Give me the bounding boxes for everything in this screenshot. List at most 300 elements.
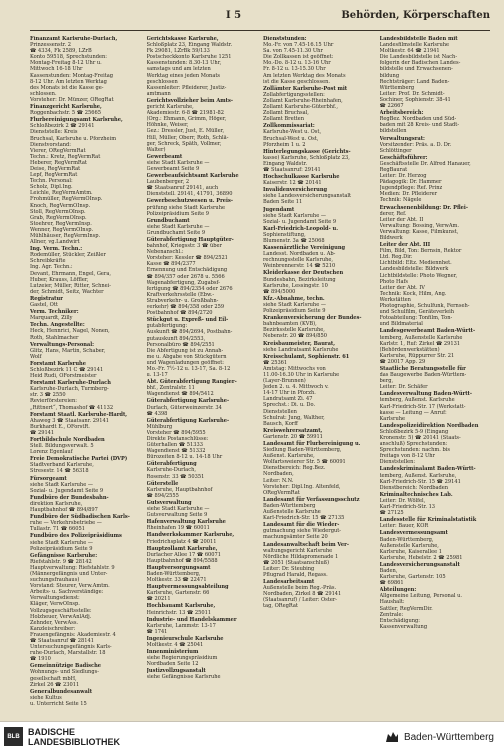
entry-line: Bruchsal, Karlsruhe u. Pforzheim bbox=[30, 135, 117, 142]
state-logo[interactable] bbox=[384, 730, 494, 744]
library-name[interactable] bbox=[28, 727, 120, 747]
entry-line: Pflugrad Harald, Regass. bbox=[263, 571, 328, 578]
entry-line: Heinrichstr. 13 ☎ 25011 bbox=[146, 609, 212, 616]
entry-line: ☎ 20211 bbox=[146, 596, 171, 603]
entry-line: Landratsamt Zi. 47 bbox=[263, 396, 313, 403]
directory-entry bbox=[380, 517, 491, 529]
entry-line: Schlöttinger bbox=[379, 147, 412, 154]
entry-title: Forstamt Karlsruhe bbox=[30, 360, 87, 367]
entry-line: Kraftverkehrsstelle (Ebw.- bbox=[146, 291, 215, 298]
entry-title: Landesamt für die Wieder- bbox=[263, 522, 340, 529]
entry-title: Güterabfertigung bbox=[146, 461, 197, 468]
directory-entry bbox=[263, 207, 374, 225]
entry-title: Landespolizeidirektion Nordbaden bbox=[379, 422, 479, 429]
entry-line: Karlsruhe-Durlach, bbox=[146, 467, 196, 474]
entry-line: Hauptverwaltung: Riefstahlstr. 9 bbox=[30, 564, 115, 571]
entry-title: Ing. Verm. Techn.: bbox=[30, 246, 83, 253]
header-rule bbox=[30, 30, 490, 31]
directory-entry bbox=[147, 519, 258, 531]
entry-line: Knoch, RegVermOInsp. bbox=[30, 202, 91, 209]
entry-line: Karlsruhe, Kaiserallee 1 bbox=[379, 548, 442, 555]
entry-line: Hill, Müller, Oberr, Roth, Schlä- bbox=[146, 134, 229, 141]
entry-line: Akademiestr. 6-8 ☎ 21981-82 bbox=[146, 110, 225, 117]
entry-line: Karlsruhe-West u. Ost, bbox=[263, 129, 322, 136]
entry-line: Nordbaden Seite 12 bbox=[146, 661, 199, 668]
entry-line: Technik: Nägele bbox=[379, 197, 422, 204]
directory-entry bbox=[30, 309, 141, 321]
entry-line: Stresestr. 14 ☎ 56318 bbox=[30, 468, 89, 475]
entry-line: Leiter: Bauer, KOR bbox=[379, 523, 429, 530]
entry-line: Karlsruhe bbox=[379, 415, 406, 422]
entry-line: ☎ 894/5000 bbox=[263, 288, 296, 295]
entry-line: bahnbeamten (KVB), bbox=[263, 321, 317, 328]
entry-line: Tullastr. 71 ☎ 66051 bbox=[30, 526, 86, 533]
entry-line: und Schulfilm, Geräteverleih bbox=[379, 309, 455, 316]
directory-entry bbox=[30, 437, 141, 455]
entry-line: suchungsfrauhaus) bbox=[30, 577, 80, 584]
entry-line: siehe Gefängnisse Karlsruhe bbox=[146, 674, 221, 681]
entry-line: Medien: Dr. Pfleiderer bbox=[379, 191, 438, 198]
entry-line: Wagendienst ☎ 51332 bbox=[146, 448, 206, 455]
entry-line: Karlsruhe, Hauptbahnhof bbox=[146, 486, 213, 493]
entry-line: (Staatsanruf) / Leiter: Oster- bbox=[263, 597, 337, 604]
entry-line: Montag-Freitag 8-12 Uhr u. bbox=[30, 60, 102, 67]
entry-line: ☎ 1910 bbox=[30, 656, 51, 663]
entry-line: Zirkel 26 ☎ 23011 bbox=[30, 681, 80, 688]
entry-title: Hauptvermessungsabteilung bbox=[146, 584, 229, 591]
entry-line: siehe Kultus bbox=[30, 694, 62, 701]
entry-line: temberg, Außenst. Karlsruhe, bbox=[379, 472, 457, 479]
entry-line: Kanzleischreiber: bbox=[30, 625, 76, 632]
entry-title: Krankenversicherung der Bundes- bbox=[263, 315, 362, 322]
library-name-line1: BADISCHE bbox=[28, 727, 76, 737]
entry-line: Lutzeier, Müller, Ritter, Schnei- bbox=[30, 282, 112, 289]
entry-line: Gastel, Ott bbox=[30, 302, 58, 309]
entry-line: Devant, Ehrmann, Engel, Gera, bbox=[30, 270, 111, 277]
entry-line: Strabverkehr- u. Großbahn- bbox=[146, 297, 219, 304]
entry-line: siehe Stadt Karlsruhe — bbox=[30, 481, 93, 488]
entry-title: Hafenverwaltung Karlsruhe bbox=[146, 519, 226, 526]
entry-line: Die Zollkassen ist geöffnet: bbox=[263, 54, 334, 61]
directory-entry bbox=[147, 398, 258, 416]
entry-line: Zentrale: bbox=[379, 611, 404, 618]
directory-columns bbox=[30, 36, 490, 716]
entry-line: Techn.: Kretz, RegVermRat bbox=[30, 153, 101, 160]
entry-line: Dienstbereich: Nordbaden bbox=[379, 484, 449, 491]
entry-line: Karlsruhe, Hebelstr. 2 ☎ 25981 bbox=[379, 554, 463, 561]
entry-line: ruhe — Verkehrsbetriebe — bbox=[30, 520, 102, 527]
directory-entry bbox=[263, 296, 374, 314]
entry-line: Lichtbildstelle: Photo Wegner, bbox=[379, 272, 458, 279]
entry-line: ☎ 2051 (Staatsanschluß) bbox=[263, 559, 330, 566]
entry-line: Durlach, Güterweinzerstr. 34 bbox=[146, 404, 222, 411]
entry-line: Rechtsträger: Land Baden- bbox=[379, 78, 450, 85]
entry-line: 11.00-16.30 Uhr in Karlsruhe bbox=[263, 371, 340, 378]
entry-line: u. 13-17 bbox=[146, 372, 168, 379]
entry-line: Direkte Postanschlüsse: bbox=[146, 436, 209, 442]
entry-line: ☎ 29141 bbox=[30, 429, 55, 436]
directory-entry bbox=[30, 412, 141, 436]
directory-column-2 bbox=[147, 36, 258, 716]
entry-title: Staatliche Beratungsstelle für bbox=[379, 365, 466, 372]
entry-line: Dienststelle: Kreis bbox=[30, 129, 78, 136]
entry-title: Freie Demokratische Partei (DVP) bbox=[30, 456, 128, 463]
entry-title: Güterstelle bbox=[146, 480, 179, 487]
entry-title: Fundbüro der Südbadischen Karls- bbox=[30, 514, 130, 521]
entry-line: Ernennung und Entschädigung bbox=[146, 267, 228, 274]
blb-logo[interactable]: BLB bbox=[4, 727, 23, 746]
entry-line: verkehr) ☎ 894/358 oder 259 bbox=[146, 304, 225, 311]
entry-line: siehe Stadt Karlsruhe — bbox=[146, 223, 210, 230]
entry-line: Amtstag: Mittwochs von bbox=[263, 365, 326, 372]
entry-line: Karlsruhe, Gartenstr. 66 bbox=[146, 590, 210, 597]
directory-entry bbox=[263, 542, 374, 579]
entry-title: Landesvermessungsamt bbox=[379, 530, 448, 537]
entry-title: Landesversicherungsanstalt bbox=[379, 561, 460, 568]
entry-line: ☎ 4334, Fk 2589, LZrB bbox=[30, 48, 92, 55]
entry-line: Schreibkräfte bbox=[30, 258, 66, 265]
entry-line: Gewerbeamt Seite 9 bbox=[146, 165, 200, 172]
entry-line: Moltkestr. 64 ☎ 21941 bbox=[379, 48, 440, 55]
entry-line: Heberer, RegVermRat bbox=[30, 159, 87, 166]
entry-line: Stadtverband Karlsruhe, bbox=[30, 462, 94, 469]
entry-title: Gefängnisse Karlsruhe: bbox=[30, 552, 98, 559]
entry-line: Photo Hafs bbox=[379, 278, 408, 285]
entry-title: Gutsverwaltung bbox=[146, 499, 192, 506]
entry-line: Roth, Stahlmacher bbox=[30, 334, 79, 341]
entry-line: Siedlung Baden-Württemberg, bbox=[263, 447, 342, 454]
library-name-line2: LANDESBIBLIOTHEK bbox=[28, 737, 120, 747]
directory-entry bbox=[263, 245, 374, 269]
entry-line: freitags von 8-12 Uhr bbox=[379, 453, 435, 460]
entry-line: Mo.-Fr. 7½-12 u. 13-17, Sa. 8-12 bbox=[146, 365, 231, 372]
directory-entry bbox=[263, 36, 374, 85]
entry-line: RegBez. Nordbaden und Süd- bbox=[379, 116, 457, 123]
entry-line: Karlsruhe, Lessingstr. 10 bbox=[263, 282, 328, 289]
entry-line: Sa. von 7.45-11.30 Uhr bbox=[263, 48, 323, 55]
entry-title: Kassenärztliche Vereinigung bbox=[263, 245, 346, 252]
entry-line: Zehnder, VerwAss. bbox=[30, 619, 79, 626]
entry-line: Nordbaden, Zirkel 8 ☎ 29141 bbox=[263, 591, 342, 598]
entry-line: Leiter: N.N. bbox=[263, 477, 294, 484]
entry-title: Erwachsenenbildung: Dr. Pflei- bbox=[379, 204, 468, 211]
directory-entry bbox=[263, 174, 374, 186]
entry-title: Handwerkskammer Karlsruhe, bbox=[146, 532, 235, 539]
directory-entry bbox=[147, 173, 258, 197]
entry-line: Ahaweg 3 ☎ Staatsanr. 29141 bbox=[30, 417, 109, 424]
directory-entry bbox=[380, 530, 491, 560]
entry-title: Finanzamt Karlsruhe-Durlach, bbox=[30, 36, 118, 42]
entry-line: kasse — Leitung — Anruf: bbox=[379, 409, 447, 416]
directory-entry bbox=[147, 317, 258, 378]
directory-entry bbox=[30, 117, 141, 245]
entry-line: Baden-Württemberg, bbox=[146, 570, 201, 577]
entry-title: Güterabfertigung Karlsruhe- bbox=[146, 417, 230, 424]
directory-entry bbox=[263, 522, 374, 540]
directory-entry bbox=[147, 237, 258, 316]
directory-entry bbox=[263, 315, 374, 339]
entry-line: Blumenstr. 3a ☎ 25068 bbox=[263, 238, 325, 244]
entry-title: Innenministerium bbox=[146, 649, 199, 656]
entry-line: Bruchsal-West u. Ost, bbox=[263, 135, 319, 142]
entry-title: Kreiswehrersatzamt, bbox=[263, 427, 323, 434]
entry-line: Außenstelle Karlsruhe bbox=[263, 509, 321, 516]
entry-line: Fotoabteilung: Tonfilm, Ton- bbox=[379, 315, 453, 322]
entry-line: Grab, RegVermOInsp. bbox=[30, 214, 87, 221]
directory-entry bbox=[263, 354, 374, 427]
entry-line: Zollamt Karlsruhe-Güterbhf., bbox=[263, 104, 338, 111]
entry-title: Abteilungen: bbox=[379, 587, 417, 594]
entry-line: Zollabfertigungsstellen: bbox=[263, 91, 325, 98]
entry-title: Arbeitsbereich: bbox=[379, 110, 424, 117]
entry-line: Karlsruhe-Durlach, Turmberg- bbox=[30, 386, 109, 393]
entry-line: bildstellen bbox=[379, 128, 407, 135]
entry-title: Leiter der Abt. III bbox=[379, 242, 431, 249]
entry-title: Gewerbeamt bbox=[146, 153, 183, 160]
entry-title: Ingenieurschule Karlsruhe bbox=[146, 635, 224, 642]
entry-line: ☎ 894/2555 bbox=[146, 492, 179, 499]
entry-title: Zollkommissariat: bbox=[263, 123, 315, 130]
entry-line: Württemberg bbox=[379, 84, 415, 91]
entry-line: Baden, bbox=[379, 567, 398, 574]
entry-line: tag, ORegRat bbox=[263, 603, 298, 610]
entry-line: anschluß) Sprechstunden: bbox=[379, 441, 448, 448]
entry-title: Hauptzollamt Karlsruhe, bbox=[146, 545, 218, 552]
entry-line: u. Unterricht Seite 15 bbox=[30, 700, 87, 707]
entry-line: Verwaltung: Bossing, VerwAm. bbox=[379, 222, 459, 229]
entry-line: Riefstahlstr. 9 ☎ 28142 bbox=[30, 558, 92, 565]
directory-entry bbox=[380, 391, 491, 421]
state-name: Baden-Württemberg bbox=[403, 731, 494, 743]
entry-line: Nordbaden, bbox=[263, 471, 294, 478]
entry-line: Personalbüro ☎ 894/2551 bbox=[146, 341, 215, 348]
directory-entry bbox=[263, 579, 374, 609]
directory-entry bbox=[147, 198, 258, 216]
entry-line: Leiter: Dr. Schäfer bbox=[379, 384, 428, 391]
entry-line: siehe Stadt Karlsruhe — bbox=[146, 159, 210, 166]
entry-title: Gewerbeschutzwesen u. Preis- bbox=[146, 198, 233, 205]
entry-line: siehe Stadt Karlsruhe — bbox=[263, 212, 326, 219]
directory-entry bbox=[380, 366, 491, 390]
entry-line: 8-12 Uhr. Am letzten Werktag bbox=[30, 78, 107, 85]
entry-line: bildstelle und Erwachsenen- bbox=[379, 66, 453, 73]
entry-line: ☎ Staatsanruf: 29141 bbox=[263, 166, 321, 173]
entry-line: Karlsruhe, Rüppurrer Str. 21 bbox=[379, 352, 455, 359]
directory-entry bbox=[263, 226, 374, 244]
entry-line: Bürozeiten 8-12 u. 14-18 Uhr bbox=[146, 454, 223, 461]
directory-entry bbox=[380, 242, 491, 327]
entry-title: Kleiderkasse der Deutschen bbox=[263, 270, 344, 277]
entry-line: Schloßbezirk 2 ☎ 29141 bbox=[30, 123, 95, 130]
entry-line: Fr. 8-12 u. 13-15.30 Uhr bbox=[263, 66, 326, 73]
entry-line: ☎ 1741 bbox=[146, 628, 168, 635]
entry-title: Finanzgericht Karlsruhe, bbox=[30, 104, 102, 111]
entry-line: Fk 29081, LZrBk 59/133 bbox=[146, 48, 210, 55]
entry-title: Kfz.-Abnahme, techn. bbox=[263, 295, 325, 302]
entry-line: Sophienstiftung, bbox=[263, 231, 306, 238]
entry-title: Verwaltungsrat: bbox=[379, 135, 425, 142]
entry-line: Wolfartsweierer Str. 5 ☎ 60091 bbox=[263, 459, 346, 466]
directory-entry bbox=[30, 689, 141, 707]
entry-line: Polizeipräsidium Seite 9 bbox=[30, 545, 93, 552]
directory-entry bbox=[147, 218, 258, 236]
entry-line: Hauptbahnhof ☎ 894/5588 bbox=[146, 557, 218, 564]
entry-line: Schloßbezirk 11 C ☎ 29141 bbox=[30, 366, 104, 373]
directory-entry bbox=[147, 36, 258, 97]
entry-line: gutabfertigung: bbox=[146, 323, 188, 330]
entry-line: Zollamt Bruchsal, bbox=[263, 110, 309, 117]
entry-line: fertigung ☎ 894/2354 oder 2676 bbox=[146, 285, 233, 292]
entry-line: Nebenstr. 20 ☎ 894/850 bbox=[263, 333, 328, 340]
entry-line: amtmann bbox=[146, 90, 171, 97]
entry-line: Moltkestr. 33 ☎ 22471 bbox=[146, 577, 207, 584]
directory-entry bbox=[30, 476, 141, 494]
entry-title: Forstamt Staatl. Karlsruhe-Hardt, bbox=[30, 411, 128, 418]
entry-title: Fürsorgeamt bbox=[30, 475, 67, 482]
entry-line: Allgemeine Leitung, Personal u. bbox=[379, 593, 463, 600]
entry-line: Karl-Friedrich-Str. 15 ☎ 27135 bbox=[263, 515, 345, 522]
entry-line: Techn. Personal: bbox=[30, 178, 73, 185]
entry-title: Invalidenversicherung bbox=[263, 187, 328, 194]
entry-line: Dienststell. 29141, 41791, 36890 bbox=[146, 191, 233, 198]
entry-line: der, Schmidt, Seitz, Wachter bbox=[30, 288, 104, 295]
entry-line: ☎ 4398 bbox=[146, 410, 168, 417]
entry-line: temberg, Außenstelle Karlsruhe bbox=[379, 334, 463, 341]
entry-line: Kassenleiter: Pfleiderer, Justiz- bbox=[146, 84, 227, 91]
entry-line: Dienststellen bbox=[263, 408, 297, 415]
entry-title: Gemeinnützige Badische bbox=[30, 663, 102, 670]
entry-line: Deise, RegVermRat bbox=[30, 165, 81, 172]
directory-entry bbox=[147, 617, 258, 635]
directory-entry bbox=[263, 497, 374, 521]
entry-line: Kassenverwaltung bbox=[379, 623, 428, 630]
entry-title: Grundbuchamt bbox=[146, 217, 190, 224]
directory-entry bbox=[147, 649, 258, 667]
entry-title: Landesarbeitsamt bbox=[263, 579, 315, 586]
entry-title: Hochbauamt Karlsruhe, bbox=[146, 603, 216, 610]
entry-line: Holzheuer, VerwAnlAdj. bbox=[30, 613, 92, 620]
entry-line: Frohmüller, RegVermOInsp. bbox=[30, 196, 103, 203]
entry-line: folgerin der Badischen Landes- bbox=[379, 60, 461, 67]
entry-line: Arbeits- u. Sachverständige: bbox=[30, 589, 104, 596]
entry-line: Entschädigung: bbox=[379, 617, 421, 624]
entry-line: Sochiner, Sophienstr. 38-41 bbox=[379, 96, 451, 103]
page-header bbox=[30, 2, 490, 32]
entry-line: derer, Ref. bbox=[379, 210, 407, 217]
entry-line: Mo.-Do. 8-12 u. 13-16 Uhr bbox=[263, 60, 331, 67]
entry-line: Landesfilmstelle Karlsruhe bbox=[379, 42, 450, 49]
entry-line: temberg, Außenst. Karlsruhe bbox=[379, 397, 455, 404]
entry-line: Jeden 2. u. 4. Mittwoch v. bbox=[263, 384, 329, 391]
entry-line: str. 3 ☎ 2550 bbox=[30, 392, 66, 399]
entry-title: Dienststunden: bbox=[263, 36, 307, 42]
entry-line: bhf., Zentralstr. 11 bbox=[146, 385, 195, 392]
directory-entry bbox=[147, 603, 258, 615]
viewer-footer bbox=[0, 721, 504, 751]
entry-line: ☎ 894/357 oder 2678 u. 5566 bbox=[146, 273, 225, 280]
entry-line: Kronenstr. 5) ☎ 20141 (Staats- bbox=[379, 435, 461, 441]
entry-line: siehe Stadt Karlsruhe — bbox=[146, 506, 210, 513]
entry-line: Ing. Agr. Techn.: bbox=[30, 264, 73, 271]
entry-line: (Behördenwerkstätten) bbox=[379, 346, 440, 353]
entry-title: Gewerbeaufsichtsamt Karlsruhe bbox=[146, 173, 239, 180]
directory-entry bbox=[380, 562, 491, 586]
entry-line: Mühlburg bbox=[146, 423, 173, 430]
entry-line: Pädagogik: Dr. Hammer bbox=[379, 179, 442, 186]
entry-line: Vorsteher: Dr. Münzer, ORegRat bbox=[30, 96, 114, 103]
directory-entry bbox=[147, 636, 258, 648]
entry-line: schlossen. bbox=[30, 90, 57, 97]
entry-line: Vorsteher: Dipl.Ing. Altenfeld, bbox=[263, 483, 341, 490]
entry-line: siehe Stadt Karlsruhe — bbox=[263, 301, 326, 308]
entry-line: Karl-Friedrich-Str. 13 bbox=[379, 504, 436, 511]
page-number: I 5 bbox=[226, 10, 242, 21]
entry-line: und Bildmaterial bbox=[379, 321, 423, 328]
entry-line: Technik: Kock, Hilm, Ang. bbox=[379, 290, 447, 297]
directory-entry bbox=[30, 36, 141, 103]
entry-title: Landesstelle für Kriminalstatistik bbox=[379, 517, 477, 524]
entry-line: Roggenbachstr. 5 ☎ 25665 bbox=[30, 110, 101, 117]
entry-line: samstags und am letzten bbox=[146, 66, 211, 73]
entry-line: Ltd. Reg.Dir. bbox=[379, 254, 413, 261]
entry-title: Abt. Güterabfertigung Rangier- bbox=[146, 379, 237, 386]
entry-title: Hochschulkasse Karlsruhe bbox=[263, 174, 340, 181]
directory-column-3 bbox=[263, 36, 374, 716]
entry-line: Dienststellen: bbox=[379, 459, 416, 466]
entry-line: rechnungsstelle Karlsruhe, bbox=[263, 257, 334, 264]
entry-line: Sprechst.: Di. u. Do. bbox=[263, 402, 316, 409]
entry-line: Scholz, Dipl.Ing. bbox=[30, 184, 73, 191]
directory-entry bbox=[380, 36, 491, 109]
entry-line: ☎ 27125 bbox=[379, 510, 404, 517]
entry-line: Leiter: Dr. Steubing bbox=[263, 565, 315, 572]
entry-line: Geschäftsstelle Dr. Alfred Hanauer, bbox=[379, 160, 471, 167]
entry-line: Leiter der Abt. IV bbox=[379, 284, 425, 291]
entry-line: Rheinhafen 19 ☎ 60011 bbox=[146, 525, 210, 532]
entry-title: Zollämter Karlsruhe-Post mit bbox=[263, 85, 348, 92]
directory-entry bbox=[147, 481, 258, 499]
entry-line: Laubenberger, 2 bbox=[146, 179, 190, 186]
entry-line: Stoll, RegVermOInsp. bbox=[30, 208, 86, 215]
entry-line: Vierer, ORegVermRat bbox=[30, 147, 86, 154]
directory-entry bbox=[380, 587, 491, 630]
entry-line: Durlacher Allee 17 ☎ 60071 bbox=[146, 551, 222, 558]
entry-line: Photographie, Schulfunk, Fernseh- bbox=[379, 303, 470, 310]
entry-line: Glitz, Hans, Martin, Schaber, bbox=[30, 347, 106, 354]
entry-line: Werktag eines jeden Monats bbox=[146, 72, 221, 79]
directory-entry bbox=[380, 328, 491, 365]
directory-entry bbox=[263, 149, 374, 173]
directory-entry bbox=[263, 270, 374, 294]
directory-entry bbox=[147, 668, 258, 680]
entry-line: Mittwoch 16-18 Uhr bbox=[30, 66, 83, 73]
entry-line: Landesbildstelle: Bildwerk bbox=[379, 266, 449, 273]
entry-line: Die Abfertigung ist zu Annah- bbox=[146, 347, 224, 354]
directory-entry bbox=[380, 492, 491, 516]
entry-line: Dienstvorstand: bbox=[30, 141, 72, 148]
entry-line: kasse) Karlsruhe, Schloßplatz 23, bbox=[263, 154, 350, 161]
entry-line: ORegVermRat bbox=[263, 489, 300, 496]
entry-line: ☎ Staatsanruf ☎ 28141 bbox=[30, 638, 94, 644]
entry-line: Eingang Waldstr. bbox=[263, 160, 307, 167]
entry-title: Stückgut u. Expreß- und Eil- bbox=[146, 317, 229, 324]
entry-line: ☎ 25361 bbox=[263, 359, 288, 366]
directory-entry bbox=[263, 428, 374, 440]
entry-line: gutmachung siehe Wiedergut- bbox=[263, 528, 342, 535]
entry-title: Karl-Friedrich-Leopold- u. bbox=[263, 225, 338, 232]
directory-entry bbox=[380, 110, 491, 134]
entry-title: Güterabfertigung Hauptgüter- bbox=[146, 237, 234, 243]
